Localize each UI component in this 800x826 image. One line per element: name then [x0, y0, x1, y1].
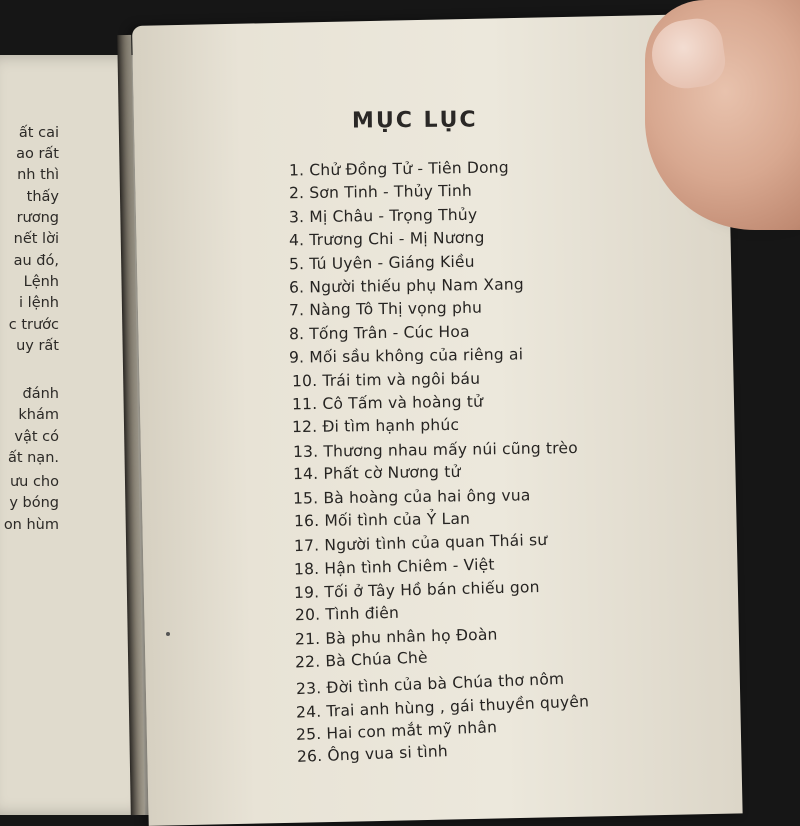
toc-item: 8. Tống Trân - Cúc Hoa	[288, 322, 470, 344]
toc-item: 24. Trai anh hùng , gái thuyền quyên	[295, 692, 590, 722]
left-page-line: on hùm	[3, 517, 59, 533]
left-page-line: vật có	[14, 429, 59, 445]
toc-item: 4. Trương Chi - Mị Nương	[288, 228, 485, 250]
toc-item: 3. Mị Châu - Trọng Thủy	[288, 205, 478, 227]
left-page-line: thấy	[26, 189, 59, 205]
toc-item: 25. Hai con mắt mỹ nhân	[295, 718, 498, 744]
toc-item: 15. Bà hoàng của hai ông vua	[293, 486, 531, 508]
toc-item: 12. Đi tìm hạnh phúc	[292, 415, 460, 437]
left-page-line: rương	[16, 210, 59, 226]
left-page-line: uy rất	[16, 338, 59, 354]
left-page-line: khám	[18, 407, 59, 423]
toc-item: 9. Mối sầu không của riêng ai	[288, 345, 524, 367]
left-page-line: ưu cho	[9, 474, 59, 490]
toc-item: 19. Tối ở Tây Hồ bán chiếu gon	[294, 578, 541, 602]
paper-speck	[166, 632, 170, 636]
left-page-line: ất cai	[18, 125, 59, 141]
toc-item: 21. Bà phu nhân họ Đoàn	[294, 625, 498, 649]
left-page-line: au đó,	[13, 253, 59, 269]
left-page-line: ao rất	[16, 146, 59, 162]
toc-item: 5. Tú Uyên - Giáng Kiều	[288, 252, 475, 274]
toc-item: 17. Người tình của quan Thái sư	[293, 530, 548, 556]
toc-item: 23. Đời tình của bà Chúa thơ nôm	[295, 669, 565, 699]
toc-item: 11. Cô Tấm và hoàng tử	[291, 392, 484, 414]
toc-item: 6. Người thiếu phụ Nam Xang	[288, 275, 525, 297]
left-page-line: c trước	[8, 317, 59, 333]
toc-item: 18. Hận tình Chiêm - Việt	[293, 555, 495, 579]
left-page-line: nh thì	[17, 167, 59, 183]
left-page-line: nết lời	[13, 231, 59, 247]
left-page-line: Lệnh	[23, 274, 59, 290]
toc-item: 14. Phất cờ Nương tử	[292, 462, 461, 484]
left-page-line: y bóng	[9, 495, 59, 511]
left-page-line: i lệnh	[19, 295, 59, 311]
toc-item: 22. Bà Chúa Chè	[295, 648, 429, 672]
toc-item: 16. Mối tình của Ỷ Lan	[293, 509, 470, 531]
toc-item: 13. Thương nhau mấy núi cũng trèo	[292, 439, 578, 461]
left-page-line: ất nạn.	[7, 450, 59, 466]
toc-item: 7. Nàng Tô Thị vọng phu	[288, 298, 483, 320]
left-page-line: đánh	[22, 386, 59, 402]
toc-item: 2. Sơn Tinh - Thủy Tinh	[288, 181, 473, 203]
page-title: MỤC LỤC	[351, 107, 478, 134]
toc-item: 10. Trái tim và ngôi báu	[291, 369, 481, 391]
toc-item: 20. Tình điên	[294, 603, 399, 625]
toc-item: 26. Ông vua si tình	[296, 742, 448, 766]
toc-item: 1. Chử Đồng Tử - Tiên Dong	[288, 158, 509, 180]
